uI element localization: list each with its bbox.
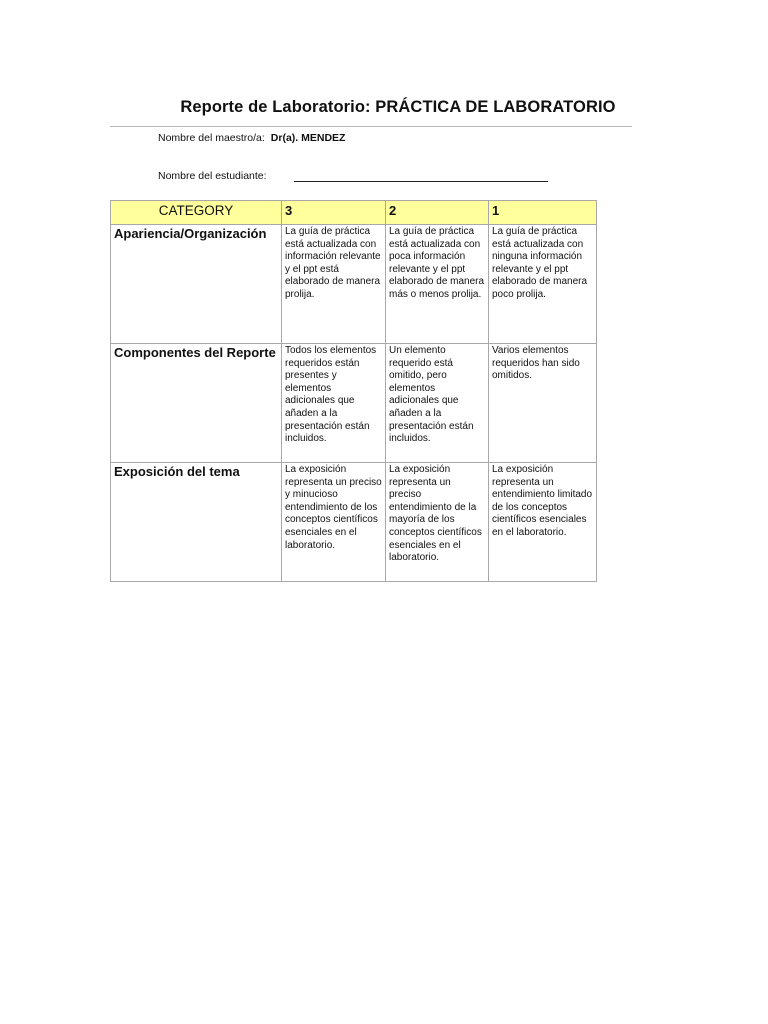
student-field: [158, 170, 267, 182]
header-score-2: 2: [386, 201, 489, 225]
criterion-cell: Apariencia/Organización: [111, 225, 282, 344]
descriptor-cell: Varios elementos requeridos han sido omitidos.: [489, 344, 597, 463]
descriptor-cell: La exposición representa un entendimiento limitado de los conceptos científicos esenciales en el laboratorio.: [489, 463, 597, 582]
rubric-table: [110, 200, 597, 582]
teacher-field: [158, 132, 345, 144]
title-divider: [110, 126, 632, 127]
descriptor-cell: La exposición representa un preciso entendimiento de la mayoría de los conceptos científicos esenciales en el laboratorio.: [386, 463, 489, 582]
rubric-row: [111, 344, 597, 463]
student-label: Nombre del estudiante:: [158, 170, 267, 182]
criterion-cell: Componentes del Reporte: [111, 344, 282, 463]
header-category: CATEGORY: [111, 201, 282, 225]
descriptor-cell: La guía de práctica está actualizada con ninguna información relevante y el ppt elaborado de manera poco prolija.: [489, 225, 597, 344]
descriptor-cell: Un elemento requerido está omitido, pero elementos adicionales que añaden a la presentación están incluidos.: [386, 344, 489, 463]
teacher-name: Dr(a). MENDEZ: [270, 132, 346, 144]
descriptor-cell: Todos los elementos requeridos están presentes y elementos adicionales que añaden a la presentación están incluidos.: [282, 344, 386, 463]
descriptor-cell: La guía de práctica está actualizada con poca información relevante y el ppt elaborado de manera más o menos prolija.: [386, 225, 489, 344]
student-name-blank-line: [294, 181, 548, 182]
header-score-1: 1: [489, 201, 597, 225]
descriptor-cell: La exposición representa un preciso y minucioso entendimiento de los conceptos científicos esenciales en el laboratorio.: [282, 463, 386, 582]
header-row: [111, 201, 597, 225]
rubric-row: [111, 225, 597, 344]
criterion-cell: Exposición del tema: [111, 463, 282, 582]
descriptor-cell: La guía de práctica está actualizada con información relevante y el ppt está elaborado de manera prolija.: [282, 225, 386, 344]
document-title: Reporte de Laboratorio: PRÁCTICA DE LABORATORIO: [180, 98, 616, 116]
rubric-row: [111, 463, 597, 582]
teacher-label: Nombre del maestro/a:: [158, 132, 265, 144]
header-score-3: 3: [282, 201, 386, 225]
